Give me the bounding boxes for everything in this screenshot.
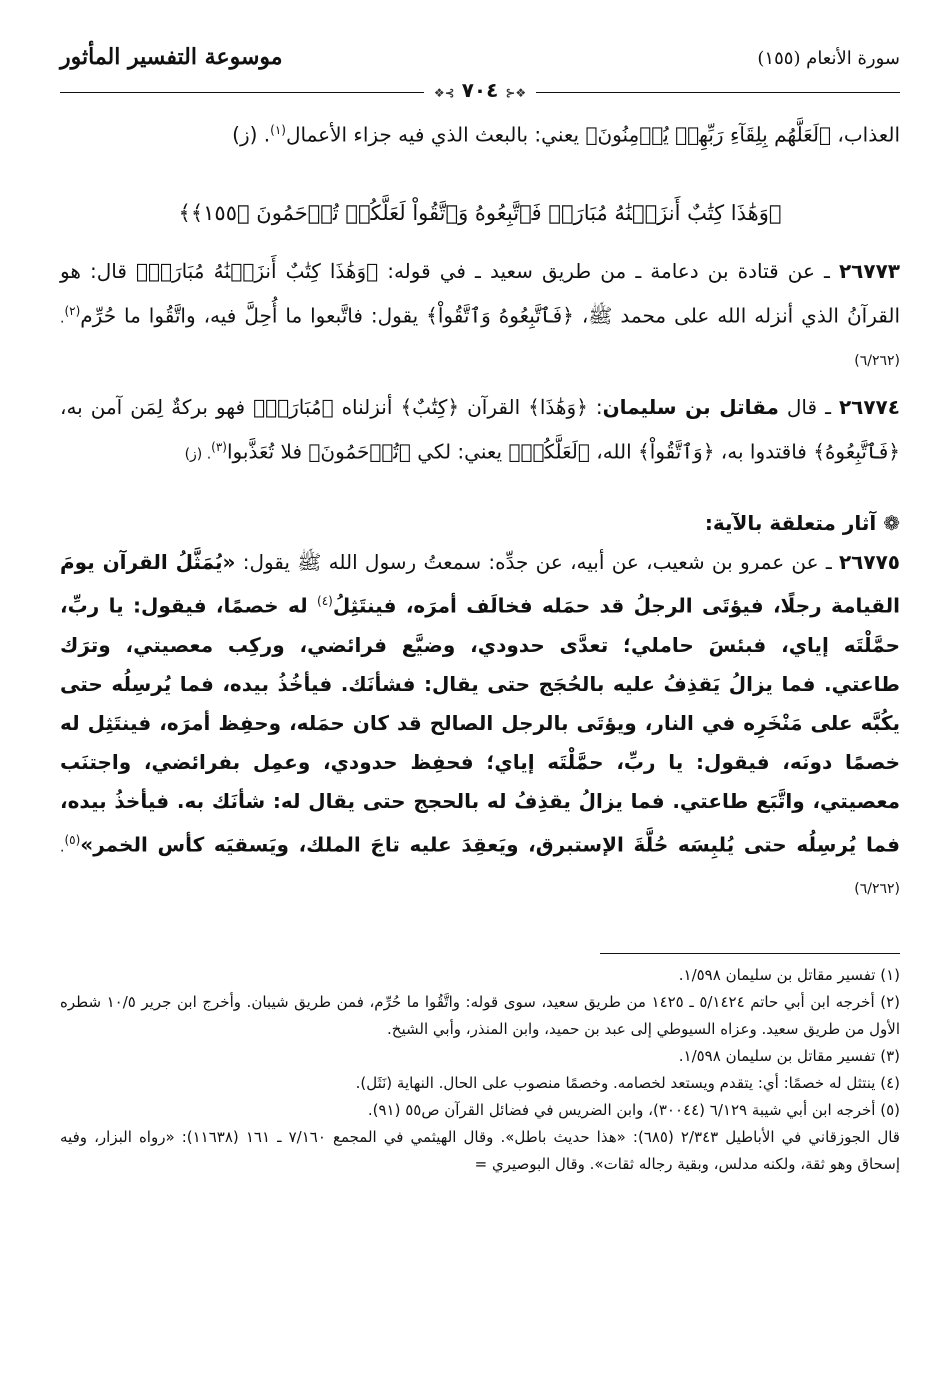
quran-quote: ﴿فَٱتَّبِعُوهُ وَٱتَّقُواْ﴾ [426, 303, 574, 328]
footnote-marker: (١) [270, 123, 286, 137]
footnote-5-continued: قال الجوزقاني في الأباطيل ٢/٣٤٣ (٦٨٥): «هذا حديث باطل». وقال الهيثمي في المجمع ٧/١٦٠ ـ ١٦١ (١١٦٣٨): «رواه البزار، وفيه إسحاق وهو ثقة، ولكنه مدلس، وبقية رجاله ثقات». وقال البوصيري = [60, 1128, 900, 1174]
footnote-2: (٢) أخرجه ابن أبي حاتم ٥/١٤٢٤ ـ ١٤٢٥ من طريق سعيد، سوى قوله: واتَّقُوا ما حُرِّم، فمن طريق شيبان. وأخرج ابن جرير ١٠/٥ شطره الأول من طريق سعيد. وعزاه السيوطي إلى عبد بن حميد، وابن المنذر، وأبي الشيخ. [60, 993, 900, 1039]
footnote-separator [600, 953, 900, 954]
book-title: موسوعة التفسير المأثور [60, 44, 283, 70]
footnote-5: (٥) أخرجه ابن أبي شيبة ٦/١٢٩ (٣٠٠٤٤)، وابن الضريس في فضائل القرآن ص٥٥ (٩١). [367, 1101, 900, 1120]
footnote-3: (٣) تفسير مقاتل بن سليمان ١/٥٩٨. [678, 1047, 900, 1066]
quran-quote: ﴿مُبَارَكٞ﴾ [253, 395, 334, 420]
quran-quote: ﴿لَعَلَّكُمۡ﴾ [508, 439, 590, 464]
intro-paragraph: العذاب، ﴿لَعَلَّهُم بِلِقَآءِ رَبِّهِمۡ يُؤۡمِنُونَ﴾ يعني: بالبعث الذي فيه جزاء الأعمال$^{(١)}$. (ز) [232, 122, 900, 147]
footnotes [60, 962, 900, 1178]
footnote-marker: (٣) [211, 440, 227, 455]
footnote-marker: (٤) [317, 593, 333, 608]
ornament-icon: ❖⊰ [505, 86, 527, 100]
quran-quote: ﴿فَٱتَّبِعُوهُ﴾ [813, 439, 900, 464]
quran-quote: ﴿تُرۡحَمُونَ﴾ [308, 439, 411, 464]
verse-heading: ﴿وَهَٰذَا كِتَٰبٌ أَنزَلۡنَٰهُ مُبَارَكٞ فَٱتَّبِعُوهُ وَٱتَّقُواْ لَعَلَّكُمۡ تُرۡحَمُونَ ﴿١٥٥﴾﴾ [178, 200, 782, 225]
entry-number: ٢٦٧٧٤ [838, 395, 900, 420]
quran-quote: ﴿وَٱتَّقُواْ﴾ [638, 439, 715, 464]
entry-26775: ٢٦٧٧٥ ـ عن عمرو بن شعيب، عن أبيه، عن جدِّه: سمعتُ رسول الله ﷺ يقول: «يُمَثَّلُ القرآن يومَ القيامة رجلًا، فيؤتَى الرجلُ قد حمَله فخالَف أمرَه، فينتَثِلُ$^{(٤)}$ له خصمًا، فيقول: يا ربِّ، حمَّلْتَه إياي، فبئسَ حاملي؛ تعدَّى حدودي، وضيَّع فرائضي، وركِب معصيتي، وترَك طاعتي. فما يزالُ يَقذِفُ عليه بالحُجَج حتى يقال: فشأنَك. فيأخُذُ بيده، فما يُرسِلُه حتى يكُبَّه على مَنْخَرِه في النار، ويؤتَى بالرجل الصالح قد كان حمَله، وحفِظ أمرَه، فينتَثِل له خصمًا دونَه، فيقول: يا ربِّ، حمَّلْتَه إياي؛ فحفِظ حدودي، وعمِل بفرائضي، واجتنَب معصيتي، واتَّبَع طاعتي. فما يزالُ يقذِفُ له بالحجج حتى يقال له: شأنَك به. فيأخذُ بيده، فما يُرسِلُه حتى يُلبِسَه حُلَّةَ الإستبرق، ويَعقِدَ عليه تاجَ الملك، ويَسقيَه كأس الخمر»$^{(٥)}$. (٦/٢٦٢) [60, 549, 901, 898]
entry-26774: ٢٦٧٧٤ ـ قال مقاتل بن سليمان: ﴿وَهَٰذَا﴾ القرآن ﴿كِتَٰبٌ﴾ أنزلناه ﴿مُبَارَكٞ﴾ فهو بركةٌ لِمَن آمن به، ﴿فَٱتَّبِعُوهُ﴾ فاقتدوا به، ﴿وَٱتَّقُواْ﴾ الله، ﴿لَعَلَّكُمۡ﴾ يعني: لكي ﴿تُرۡحَمُونَ﴾ فلا تُعَذَّبوا$^{(٣)}$. (ز) [60, 395, 900, 464]
footnote-marker: (٢) [64, 303, 81, 318]
page-number: ٧٠٤ [461, 78, 499, 102]
hadith-text: «يُمَثَّلُ القرآن يومَ القيامة رجلًا، فيؤتَى الرجلُ قد حمَله فخالَف أمرَه، فينتَثِلُ [60, 549, 900, 618]
quran-quote: ﴿كِتَٰبٌ﴾ [400, 395, 460, 420]
volume-reference: . (٦/٢٦٢) [60, 310, 900, 370]
quran-quote: ﴿وَهَٰذَا كِتَٰبٌ أَنزَلۡنَٰهُ مُبَارَكٞ﴾ [135, 258, 379, 283]
quran-quote: ﴿وَهَٰذَا﴾ [528, 395, 588, 420]
page-number-box [424, 78, 536, 102]
footnote-4: (٤) ينتثل له خصمًا: أي: يتقدم ويستعد لخصامه. وخصمًا منصوب على الحال. النهاية (نَثَل). [355, 1074, 900, 1093]
entry-number: ٢٦٧٧٣ [838, 258, 900, 283]
narrator-name: مقاتل بن سليمان [602, 395, 779, 420]
section-title: ❁ آثار متعلقة بالآية: [704, 510, 900, 535]
footnote-1: (١) تفسير مقاتل بن سليمان ١/٥٩٨. [678, 966, 900, 985]
quran-quote: ﴿لَعَلَّهُم بِلِقَآءِ رَبِّهِمۡ يُؤۡمِنُونَ﴾ [585, 122, 831, 147]
volume-reference: . (ز) [184, 446, 212, 463]
volume-reference: . (٦/٢٦٢) [60, 839, 900, 898]
footnote-marker: (٥) [64, 832, 81, 847]
page-header [60, 40, 900, 110]
entry-26773: ٢٦٧٧٣ ـ عن قتادة بن دعامة ـ من طريق سعيد ـ في قوله: ﴿وَهَٰذَا كِتَٰبٌ أَنزَلۡنَٰهُ مُبَارَكٞ﴾ قال: هو القرآنُ الذي أنزله الله على محمد ﷺ، ﴿فَٱتَّبِعُوهُ وَٱتَّقُواْ﴾ يقول: فاتَّبعوا ما أُحِلَّ فيه، واتَّقُوا ما حُرِّم$^{(٢)}$. (٦/٢٦٢) [60, 258, 900, 370]
surah-title: سورة الأنعام (١٥٥) [757, 48, 900, 69]
ornament-icon: ⊱❖ [433, 86, 455, 100]
page [60, 40, 900, 1360]
hadith-text: له خصمًا، فيقول: يا ربِّ، حمَّلْتَه إياي، فبئسَ حاملي؛ تعدَّى حدودي، وضيَّع فرائضي، وركِب معصيتي، وترَك طاعتي. فما يزالُ يَقذِفُ عليه بالحُجَج حتى يقال: فشأنَك. فيأخُذُ بيده، فما يُرسِلُه حتى يكُبَّه على مَنْخَرِه في النار، ويؤتَى بالرجل الصالح قد كان حمَله، وحفِظ أمرَه، فينتَثِل له خصمًا دونَه، فيقول: يا ربِّ، حمَّلْتَه إياي؛ فحفِظ حدودي، وعمِل بفرائضي، واجتنَب معصيتي، واتَّبَع طاعتي. فما يزالُ يقذِفُ له بالحجج حتى يقال له: شأنَك به. فيأخذُ بيده، فما يُرسِلُه حتى يُلبِسَه حُلَّةَ الإستبرق، ويَعقِدَ عليه تاجَ الملك، ويَسقيَه كأس الخمر» [60, 593, 900, 857]
entry-number: ٢٦٧٧٥ [838, 549, 901, 574]
